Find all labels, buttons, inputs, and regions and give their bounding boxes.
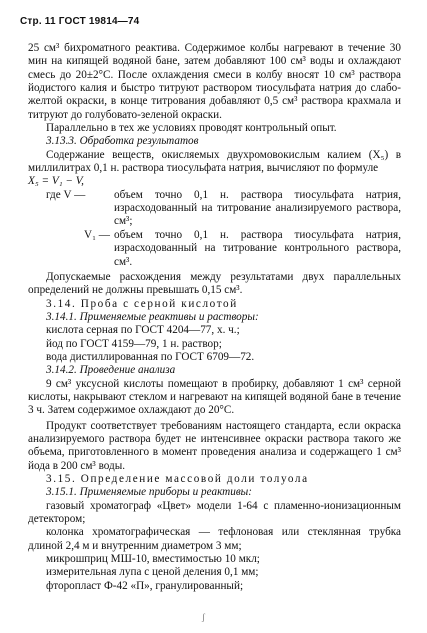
- paragraph: 25 см³ бихроматного реактива. Содержимое колбы нагревают в течение 30 мин на кипящей водяной бане, затем добавляют 100 см³ воды и охлаждают смесь до 20±2°С. После охлаждения смеси в колбу вносят 10 см³ раствора йодистого калия и быстро титруют раствором тиосульфата натрия до слабо-желтой окраски, в конце титрования добавляют 0,5 см³ раствора крахмала и титруют до голубовато-зеленой окраски.: [28, 42, 401, 121]
- definition-label: V₁ —: [84, 228, 110, 241]
- section-heading: 3.14.2. Проведение анализа: [46, 364, 176, 377]
- list-item: колонка хроматографическая — тефлоновая или стеклянная трубка длиной 2,4 м и внутренним диаметром 3 мм;: [28, 526, 401, 552]
- paragraph: Содержание веществ, окисляемых двухромовокислым калием (X₅) в миллилитрах 0,1 н. раствора тиосульфата натрия, вычисляют по формуле: [28, 148, 401, 175]
- formula: X₅ = V₁ − V,: [28, 175, 84, 188]
- section-heading: 3.14.1. Применяемые реактивы и растворы:: [46, 310, 259, 323]
- paragraph: Параллельно в тех же условиях проводят контрольный опыт.: [46, 122, 337, 135]
- list-item: кислота серная по ГОСТ 4204—77, х. ч.;: [46, 324, 240, 337]
- definition-row: [28, 189, 401, 229]
- document-body: [28, 42, 401, 593]
- definition-label: где V —: [46, 188, 86, 201]
- list-item: йод по ГОСТ 4159—79, 1 н. раствор;: [46, 337, 222, 350]
- list-item: измерительная лупа с ценой деления 0,1 мм;: [46, 566, 259, 579]
- page-header: Стр. 11 ГОСТ 19814—74: [20, 16, 140, 27]
- definition-text: объем точно 0,1 н. раствора тиосульфата натрия, израсходованный на титрование анализируемого раствора, см³;: [114, 188, 401, 228]
- paragraph: 9 см³ уксусной кислоты помещают в пробирку, добавляют 1 см³ серной кислоты, накрывают стеклом и нагревают на кипящей водяной бане в течение 3 ч. Затем содержимое охлаждают до 20°С.: [28, 377, 401, 417]
- scan-mark: ʃ: [202, 612, 205, 622]
- definition-row: [28, 229, 401, 269]
- paragraph: Продукт соответствует требованиям настоящего стандарта, если окраска анализируемого раствора будет не интенсивнее окраски раствора такого же объема, приготовленного в момент проведения анализа и содержащего 1 см³ йода в 200 см³ воды.: [28, 419, 401, 472]
- paragraph: Допускаемые расхождения между результатами двух параллельных определений не должны превышать 0,15 см³.: [28, 270, 401, 297]
- section-heading: 3.13.3. Обработка результатов: [46, 135, 199, 148]
- list-item: газовый хроматограф «Цвет» модели 1-64 с пламенно-ионизационным детектором;: [28, 499, 401, 526]
- section-heading: 3.15.1. Применяемые приборы и реактивы:: [46, 486, 252, 499]
- list-item: вода дистиллированная по ГОСТ 6709—72.: [46, 350, 255, 363]
- section-heading: 3.15. Определение массовой доли толуола: [46, 473, 309, 485]
- list-item: фторопласт Ф-42 «П», гранулированный;: [46, 579, 244, 592]
- list-item: микрошприц МШ-10, вместимостью 10 мкл;: [46, 553, 260, 566]
- section-heading: 3.14. Проба с серной кислотой: [46, 297, 238, 310]
- definition-text: объем точно 0,1 н. раствора тиосульфата натрия, израсходованный на титрование контрольного раствора, см³.: [114, 228, 401, 268]
